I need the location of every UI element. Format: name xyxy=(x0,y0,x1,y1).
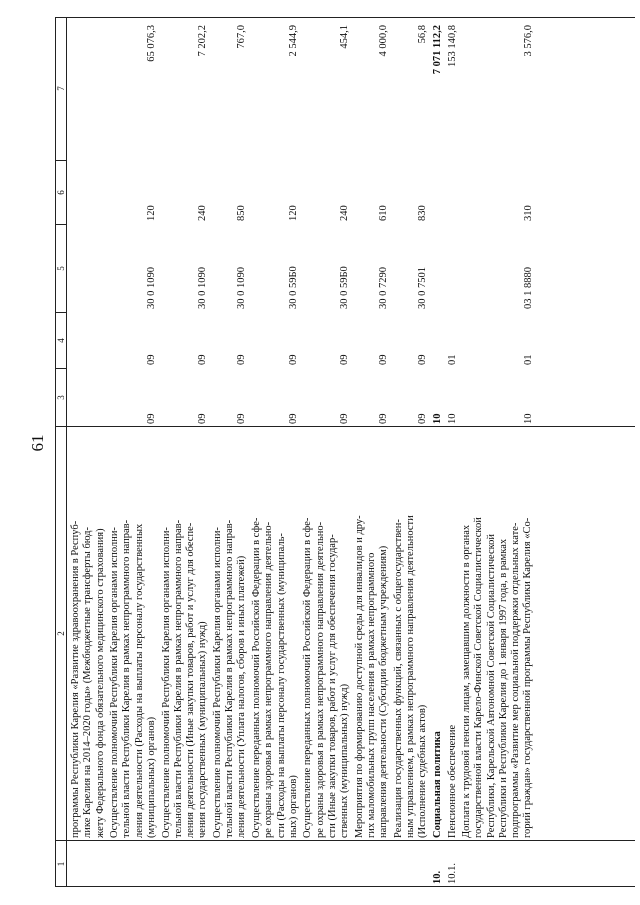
amount-value: 7 202,2 xyxy=(197,25,209,57)
description-line: подпрограммы «Развитие мер социальной поддержки отдельных кате- xyxy=(510,522,522,838)
table-left-border xyxy=(55,886,635,887)
page-number: 61 xyxy=(28,434,47,452)
column-header-2: 2 xyxy=(55,427,67,841)
amount-value: 7 071 112,2 xyxy=(432,25,443,75)
description-line: тельной власти Республики Карелия в рамках непрограммного направ- xyxy=(224,519,236,838)
description-line: ре охраны здоровья в рамках непрограммного направления деятельно- xyxy=(263,521,275,838)
expense-type-code: 610 xyxy=(378,205,390,221)
amount-value: 153 140,8 xyxy=(446,25,458,67)
description-line: чения государственных (муниципальных) нужд) xyxy=(197,621,209,838)
description-line: направления деятельности (Субсидии бюджетным учреждениям) xyxy=(378,545,390,838)
expense-type-code: 310 xyxy=(522,205,534,221)
description-line: сти (Расходы на выплаты персоналу государственных (муниципаль- xyxy=(275,533,287,838)
table-body xyxy=(55,17,635,887)
description-line: программы Республики Карелия «Развитие здравоохранения в Респуб- xyxy=(70,520,81,838)
amount-value: 767,0 xyxy=(236,25,248,49)
description-line: Осуществление полномочий Республики Карелия органами исполни- xyxy=(109,527,121,838)
target-article-code: 30 0 59Б0 xyxy=(287,266,299,309)
amount-value: 56,8 xyxy=(417,25,429,44)
row-description xyxy=(393,430,430,838)
description-line: Осуществление переданных полномочий Российской Федерации в сфе- xyxy=(302,517,314,838)
target-article-code: 30 0 1090 xyxy=(197,267,209,309)
subsection-code: 09 xyxy=(378,354,390,365)
section-code: 09 xyxy=(378,413,390,424)
expense-type-code: 120 xyxy=(145,205,157,221)
amount-value: 2 544,9 xyxy=(287,25,299,57)
description-line: тельной власти Республики Карелия в рамках непрограммного направ- xyxy=(121,519,133,838)
description-line: Доплата к трудовой пенсии лицам, замещавшим должности в органах xyxy=(461,524,472,838)
row-description xyxy=(354,430,391,838)
expense-type-code: 240 xyxy=(197,205,209,221)
amount-value: 454,1 xyxy=(339,25,351,49)
description-line: ления деятельности (Расходы на выплаты персоналу государственных xyxy=(133,523,145,838)
description-line: Республики, Карельской Автономной Советской Социалистической xyxy=(485,533,497,838)
subsection-code: 01 xyxy=(446,354,458,365)
description-line: ре охраны здоровья в рамках непрограммного направления деятельно- xyxy=(314,521,326,838)
description-line: Социальная политика xyxy=(432,731,443,838)
subsection-code: 09 xyxy=(339,354,351,365)
description-line: сти (Иные закупки товаров, работ и услуг для обеспечения государ- xyxy=(326,534,338,838)
budget-table xyxy=(55,17,635,887)
row-description xyxy=(70,430,107,838)
column-header-6: 6 xyxy=(55,161,67,225)
description-line: Реализация государственных функций, связанных с общегосударствен- xyxy=(392,519,404,838)
row-description xyxy=(447,430,459,838)
amount-value: 3 576,0 xyxy=(522,25,534,57)
subsection-code: 09 xyxy=(417,354,429,365)
subsection-code: 01 xyxy=(522,354,534,365)
expense-type-code: 830 xyxy=(417,205,429,221)
description-line: (Исполнение судебных актов) xyxy=(417,704,429,838)
subsection-code: 09 xyxy=(287,354,299,365)
row-description xyxy=(212,430,249,838)
amount-value: 65 076,3 xyxy=(145,25,157,62)
section-code: 09 xyxy=(236,413,248,424)
row-description xyxy=(161,430,210,838)
expense-type-code: 120 xyxy=(287,205,299,221)
description-line: гих маломобильных групп населения в рамках непрограммного xyxy=(366,552,378,838)
table-right-border xyxy=(55,17,635,18)
section-code: 09 xyxy=(287,413,299,424)
column-header-3: 3 xyxy=(55,369,67,427)
row-description xyxy=(461,430,535,838)
target-article-code: 30 0 1090 xyxy=(236,267,248,309)
row-description xyxy=(251,430,300,838)
description-line: Осуществление переданных полномочий Российской Федерации в сфе- xyxy=(251,517,262,838)
column-header-5: 5 xyxy=(55,225,67,313)
description-line: Осуществление полномочий Республики Карелия органами исполни- xyxy=(160,527,172,838)
row-description xyxy=(109,430,158,838)
row-description xyxy=(302,430,351,838)
section-code: 09 xyxy=(339,413,351,424)
section-code: 09 xyxy=(417,413,429,424)
column-divider xyxy=(67,426,635,427)
section-code: 09 xyxy=(197,413,209,424)
section-code: 10 xyxy=(432,413,443,424)
column-divider xyxy=(67,840,635,841)
column-header-7: 7 xyxy=(55,17,67,161)
description-line: ственных (муниципальных) нужд) xyxy=(339,683,351,838)
description-line: ления деятельности (Иные закупки товаров, работ и услуг для обеспе- xyxy=(185,522,197,838)
row-description xyxy=(432,430,444,838)
description-line: лике Карелия на 2014–2020 годы» (Межбюджетные трансферты бюд- xyxy=(82,527,94,838)
target-article-code: 03 1 8880 xyxy=(522,267,534,309)
description-line: (муниципальных) органов) xyxy=(145,716,157,838)
section-code: 10 xyxy=(522,413,534,424)
row-number: 10.1. xyxy=(446,863,458,884)
description-line: тельной власти Республики Карелия в рамках непрограммного направ- xyxy=(172,519,184,838)
target-article-code: 30 0 7290 xyxy=(378,267,390,309)
description-line: ления деятельности (Уплата налогов, сборов и иных платежей) xyxy=(236,555,248,838)
description-line: ным управлением, в рамках непрограммного направления деятельности xyxy=(405,515,417,838)
target-article-code: 30 0 1090 xyxy=(145,267,157,309)
expense-type-code: 240 xyxy=(339,205,351,221)
description-line: горий граждан» государственной программы Республики Карелия «Со- xyxy=(522,517,534,838)
section-code: 09 xyxy=(145,413,157,424)
description-line: Республики и Республики Карелия до 1 января 1997 года, в рамках xyxy=(497,538,509,838)
column-header-1: 1 xyxy=(55,841,67,887)
section-code: 10 xyxy=(446,413,458,424)
column-header-4: 4 xyxy=(55,313,67,369)
amount-value: 4 000,0 xyxy=(378,25,390,57)
subsection-code: 09 xyxy=(197,354,209,365)
description-line: Осуществление полномочий Республики Карелия органами исполни- xyxy=(211,527,223,838)
subsection-code: 09 xyxy=(145,354,157,365)
target-article-code: 30 0 7501 xyxy=(417,267,429,309)
description-line: государственной власти Карело-Финской Советской Социалистической xyxy=(473,517,485,838)
description-line: ных) органов) xyxy=(287,775,299,838)
description-line: Пенсионное обеспечение xyxy=(446,724,458,838)
expense-type-code: 850 xyxy=(236,205,248,221)
description-line: Мероприятия по формированию доступной среды для инвалидов и дру- xyxy=(353,515,365,838)
target-article-code: 30 0 59Б0 xyxy=(339,266,351,309)
row-number: 10. xyxy=(432,870,443,884)
subsection-code: 09 xyxy=(236,354,248,365)
description-line: жету Федерального фонда обязательного медицинского страхования) xyxy=(94,528,106,838)
